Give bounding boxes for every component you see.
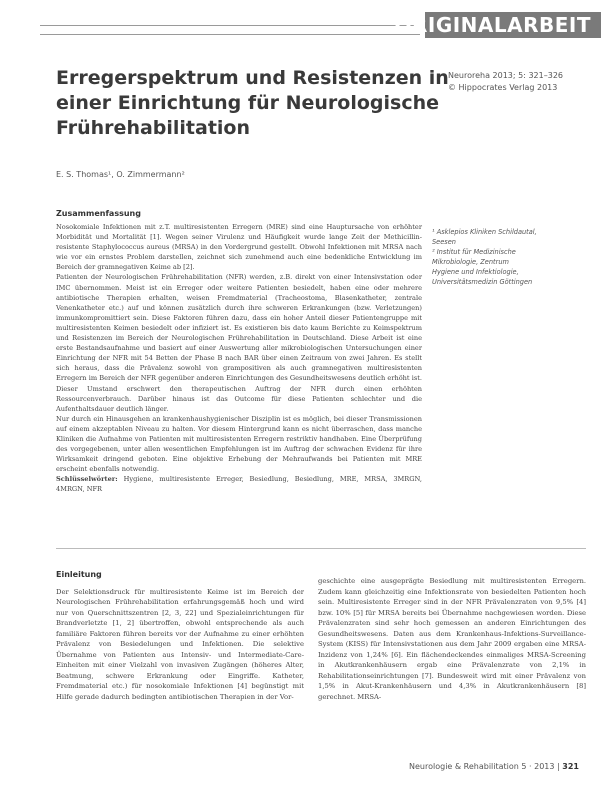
citation-info: [448, 70, 563, 94]
body-column-right: [318, 576, 586, 702]
body-column-left: [56, 570, 304, 702]
affiliation-line: Hygiene und Infektiologie,: [432, 268, 519, 276]
abstract-paragraph: Nur durch ein Hinausgehen an krankenhaushygienischer Disziplin ist es möglich, bei dieser Transmissionen auf einem akzeptablen Niveau zu halten. Vor diesem Hintergrund kann es nicht überraschen, dass manche Kliniken die Aufnahme von Patienten mit multiresistenten Erregern restriktiv handhaben. Eine Überprüfung des vorgegebenen, unter allen wesentlichen Empfehlungen ist im Auftrag der schwachen Evidenz für ihre Wirksamkeit dringend geboten. Eine objektive Erhebung der Mehraufwands bei Patienten mit MRE erscheint ebenfalls notwendig.: [56, 414, 422, 474]
body-paragraph: geschichte eine ausgeprägte Besiedlung mit multiresistenten Erregern. Zudem kann gleichzeitig eine Infektionsrate von besiedelten Patienten hoch sein. Multiresistente Erreger sind in der NFR Prävalenzraten von 9,5% [4] bzw. 10% [5] für MRSA bereits bei Übernahme nachgewiesen worden. Diese Prävalenzraten sind sehr hoch gemessen an anderen Einrichtungen des Gesundheitswesens. Daten aus dem Krankenhaus-Infektions-Surveillance-System (KISS) für Intensivstationen aus dem Jahr 2009 ergaben eine MRSA-Inzidenz von 1,24% [6]. Ein flächendeckendes einmaliges MRSA-Screening in Akutkrankenhäusern ergab eine Prävalenzrate von 2,1% in Rehabilitationseinrichtungen [7]. Bundesweit wird mit einer Prävalenz von 1,5% in Akut-Krankenhäusern und 4,3% in Akutkrankenhäusern [8] gerechnet. MRSA-: [318, 577, 586, 701]
abstract-paragraph: Nosokomiale Infektionen mit z.T. multiresistenten Erregern (MRE) sind eine Hauptursache von erhöhter Morbidität und Mortalität [1]. Wegen seiner Virulenz und Häufigkeit wurde lange Zeit der Methicillin-resistente Staphylococcus aureus (MRSA) in den Vordergrund gestellt. Obwohl Infektionen mit MRSA nach wie vor ein ernstes Problem darstellen, zeichnet sich zunehmend auch eine bedenkliche Entwicklung im Bereich der gramnegativen Keime ab [2].: [56, 223, 422, 272]
abstract-heading: Zusammenfassung: [56, 209, 141, 218]
abstract-body: [56, 222, 422, 495]
page-number: 321: [562, 762, 579, 771]
affiliation-line: Mikrobiologie, Zentrum: [432, 258, 509, 266]
abstract-paragraph: Patienten der Neurologischen Frührehabilitation (NFR) werden, z.B. direkt von einer Intensivstation oder IMC übernommen. Meist ist ein Erreger oder weitere Patienten besiedelt, haben eine oder mehrere antibiotische Therapien erhalten, weisen Fremdmaterial (Tracheostoma, Blasenkatheter, zentrale Venenkatheter etc.) auf und können zusätzlich durch ihre schweren Erkrankungen (bzw. Verletzungen) immunkompromittiert sein. Diese Faktoren führen dazu, dass ein hoher Anteil dieser Patientengruppe mit multiresistenten Keimen besiedelt oder infiziert ist. Es existieren bis dato kaum Berichte zu Keimspektrum und Resistenzen im Bereich der Neurologischen Frührehabilitation in Deutschland. Diese Arbeit ist eine erste Bestandsaufnahme und basiert auf einer Auswertung aller mikrobiologischen Untersuchungen einer Einrichtung der NFR mit 54 Betten der Phase B nach BAR über einen Zeitraum von zwei Jahren. Es stellt sich heraus, dass die Prävalenz sowohl von grampositiven als auch gramnegativen multiresistenten Erregern im Bereich der NFR gegenüber anderen Einrichtungen des Gesundheitswesens deutlich erhöht ist. Dieser Umstand erschwert den therapeutischen Auftrag der NFR durch einen erhöhten Ressourcenverbrauch. Darüber hinaus ist das Outcome für diese Patienten schlechter und die Aufenthaltsdauer deutlich länger.: [56, 273, 422, 413]
title-line: Erregerspektrum und Resistenzen in: [56, 67, 449, 89]
keywords-text: Hygiene, multiresistente Erreger, Besiedlung, Besiedlung, MRE, MRSA, 3MRGN, 4MRGN, NFR: [56, 475, 422, 494]
section-label: ORIGINALARBEIT: [394, 13, 591, 37]
authors: E. S. Thomas¹, O. Zimmermann²: [56, 170, 185, 179]
header-bar: [0, 12, 601, 38]
affiliation-line: ¹ Asklepios Kliniken Schildautal,: [432, 228, 537, 236]
header-decorative-lines: [40, 25, 420, 35]
keywords-label: Schlüsselwörter:: [56, 475, 118, 484]
citation-line: © Hippocrates Verlag 2013: [448, 83, 558, 92]
section-divider: [56, 548, 586, 549]
title-line: einer Einrichtung für Neurologische: [56, 92, 440, 114]
section-tab: [394, 12, 601, 38]
affiliation-line: ² Institut für Medizinische: [432, 248, 516, 256]
page-footer: [409, 762, 579, 771]
citation-line: Neuroreha 2013; 5: 321–326: [448, 71, 563, 80]
title-line: Frührehabilitation: [56, 117, 251, 139]
intro-heading: Einleitung: [56, 570, 102, 579]
keywords: [56, 474, 422, 494]
affiliation-line: Seesen: [432, 238, 456, 246]
footer-separator: |: [557, 762, 563, 771]
article-title: [56, 66, 449, 141]
affiliation-line: Universitätsmedizin Göttingen: [432, 278, 533, 286]
body-paragraph: Der Selektionsdruck für multiresistente Keime ist im Bereich der Neurologischen Frührehabilitation erfahrungsgemäß hoch und wird nur von Querschnittszentren [2, 3, 22] und Spezialeinrichtungen für Brandverletzte [1, 2] übertroffen, obwohl entsprechende als auch familiäre Faktoren führen bereits vor der Aufnahme zu einer erhöhten Prävalenz von Besiedelungen und Infektionen. Die selektive Übernahme von Patienten aus Intensiv- und Intermediate-Care-Einheiten mit einer Vielzahl von invasiven Zugängen (höheres Alter, Beatmung, schwere Erkrankung oder Eingriffe. Katheter, Fremdmaterial etc.) für nosokomiale Infektionen [4] begünstigt mit Hilfe gerade dadurch bedingten antibiotischen Therapien in der Vor-: [56, 587, 304, 701]
footer-journal: Neurologie & Rehabilitation 5 · 2013: [409, 762, 555, 771]
affiliations: [432, 227, 582, 287]
